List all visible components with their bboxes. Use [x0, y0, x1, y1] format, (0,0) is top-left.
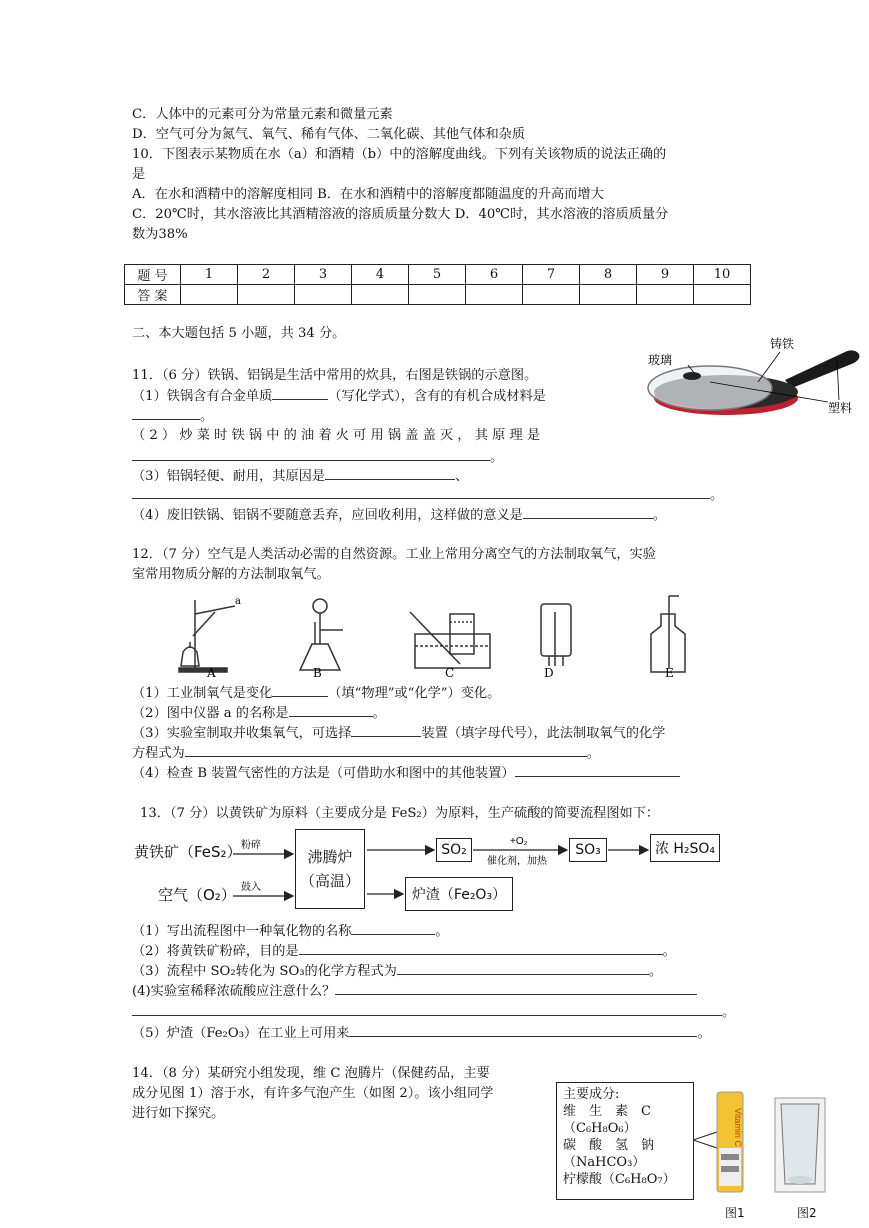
q12-part1-text2: （填“物理”或“化学”）变化。: [328, 686, 501, 701]
boiling-furnace-label: 沸腾炉: [307, 848, 353, 866]
label-apparatus-e: E: [665, 666, 674, 680]
svg-text:Vitamin C: Vitamin C: [733, 1108, 743, 1147]
q12-part3-text: （3）实验室制取并收集氧气，可选择: [132, 726, 352, 741]
answer-blank[interactable]: [132, 1003, 722, 1016]
row-label: 题 号: [125, 265, 181, 285]
q12-part1-text: （1）工业制氧气是变化: [132, 686, 273, 701]
q12-part4-text: （4）检查 B 装置气密性的方法是（可借助水和图中的其他装置）: [132, 766, 515, 781]
conc-sulfuric-acid-box: 浓 H₂SO₄: [650, 834, 720, 862]
callout-pointer: [693, 1132, 717, 1148]
label-plus-o2: +O₂: [510, 836, 528, 847]
q10-options-d-cont: 数为38%: [132, 227, 188, 242]
glass-lid: [648, 366, 772, 410]
callout-title: 主要成分:: [563, 1087, 620, 1102]
q11-part1-text: （1）铁锅含有合金单质: [132, 389, 273, 404]
apparatus-b: [300, 599, 343, 670]
label-catalyst-heat: 催化剂，加热: [487, 856, 547, 867]
table-row: [125, 265, 751, 285]
q10-stem-cont: 是: [132, 167, 146, 182]
answer-blank[interactable]: [397, 962, 649, 975]
answer-blank[interactable]: [272, 684, 328, 697]
answer-blank[interactable]: [185, 744, 587, 757]
flowchart-arrows: [225, 830, 665, 910]
answer-blank[interactable]: [272, 387, 328, 400]
q11-stem: 11．（6 分）铁锅、铝锅是生活中常用的炊具，右图是铁锅的示意图。: [132, 368, 538, 383]
q12-stem-cont: 室常用物质分解的方法制取氧气。: [132, 567, 330, 582]
q13-part4-text: (4)实验室稀释浓硫酸应注意什么？: [132, 984, 336, 999]
table-cell: 9: [637, 265, 694, 285]
q13-part4-cont: [132, 1003, 735, 1021]
q12-part3: [132, 724, 665, 742]
label-crush: 粉碎: [241, 840, 261, 851]
so2-box: SO₂: [436, 838, 472, 862]
q11-part2-cont: [132, 448, 503, 466]
ingredients-callout: [556, 1082, 694, 1200]
lab-apparatus-figure: [165, 592, 705, 680]
label-apparatus-d: D: [544, 666, 554, 680]
table-cell: 6: [466, 265, 523, 285]
q13-part5: [132, 1024, 711, 1042]
q10-stem: 10．下图表示某物质在水（a）和酒精（b）中的溶解度曲线。下列有关该物质的说法正确的: [132, 147, 667, 162]
q11-part1-end: 。: [200, 409, 214, 424]
q10-options-ab: A．在水和酒精中的溶解度相同 B．在水和酒精中的溶解度都随温度的升高而增大: [132, 187, 604, 202]
flow-pyrite: 黄铁矿（FeS₂）: [134, 843, 242, 861]
table-cell: 4: [352, 265, 409, 285]
figure-1-caption: 图1: [725, 1206, 745, 1220]
q13-stem: 13．（7 分）以黄铁矿为原料（主要成分是 FeS₂）为原料，生产硫酸的简要流程图如下：: [140, 806, 660, 821]
answer-cell[interactable]: [466, 285, 523, 305]
q11-part2: （ 2 ） 炒 菜 时 铁 锅 中 的 油 着 火 可 用 锅 盖 盖 灭 ， 其 原 理 是: [132, 428, 541, 443]
q13-part3-text: （3）流程中 SO₂转化为 SO₃的化学方程式为: [132, 964, 397, 979]
q13-part5-text: （5）炉渣（Fe₂O₃）在工业上可用来: [132, 1026, 350, 1041]
pan-handle: [785, 350, 859, 388]
q14-stem-cont: 成分见图 1）溶于水，有许多气泡产生（如图 2）。该小组同学: [132, 1086, 494, 1101]
apparatus-c: [410, 612, 490, 668]
q11-part4-end: 。: [652, 508, 667, 523]
q13-part1: [132, 922, 449, 940]
table-cell: 3: [295, 265, 352, 285]
answer-blank[interactable]: [289, 704, 373, 717]
q12-part1: [132, 684, 500, 702]
q13-part1-end: 。: [435, 924, 449, 939]
q13-part3-end: 。: [648, 964, 663, 979]
callout-line: 柠檬酸（C₆H₈O₇）: [563, 1172, 676, 1187]
q9-option-d: D．空气可分为氮气、氧气、稀有气体、二氧化碳、其他气体和杂质: [132, 127, 526, 142]
q11-part1-cont: [132, 407, 213, 425]
q11-part3-text: （3）铝锅轻便、耐用，其原因是: [132, 469, 326, 484]
q11-part2-end: 。: [490, 450, 504, 465]
q13-part2-text: （2）将黄铁矿粉碎，目的是: [132, 944, 299, 959]
boiling-furnace-temp: （高温）: [299, 872, 360, 890]
answer-blank[interactable]: [132, 407, 200, 420]
q12-part4: [132, 764, 680, 782]
label-cast-iron: 铸铁: [770, 337, 795, 351]
q11-part3: [132, 467, 468, 485]
table-cell: 8: [580, 265, 637, 285]
q14-figures: [693, 1088, 838, 1198]
table-cell: 5: [409, 265, 466, 285]
table-cell: 2: [238, 265, 295, 285]
q13-part1-text: （1）写出流程图中一种氧化物的名称: [132, 924, 352, 939]
table-row: [125, 285, 751, 305]
callout-line: （NaHCO₃）: [563, 1155, 646, 1170]
apparatus-e: [651, 596, 685, 672]
q11-part3-sep: 、: [455, 469, 469, 484]
table-cell: 10: [694, 265, 751, 285]
q12-part2: [132, 704, 386, 722]
answer-cell[interactable]: [580, 285, 637, 305]
q11-part1-text2: （写化学式），含有的有机合成材料是: [328, 389, 546, 404]
row-label: 答 案: [125, 285, 181, 305]
q14-stem-cont2: 进行如下探究。: [132, 1106, 225, 1121]
label-blow: 鼓入: [241, 882, 261, 893]
label-apparatus-a: A: [207, 666, 216, 680]
apparatus-d: [541, 604, 571, 666]
q11-part4: [132, 506, 666, 524]
q13-part4-end: 。: [722, 1005, 736, 1020]
label-a-instrument: a: [235, 596, 241, 607]
q13-part4: [132, 982, 697, 1000]
q12-stem: 12．（7 分）空气是人类活动必需的自然资源。工业上常用分离空气的方法制取氧气，实验: [132, 547, 656, 562]
q11-part3-end: 。: [710, 488, 724, 503]
q9-option-c: C．人体中的元素可分为常量元素和微量元素: [132, 107, 393, 122]
answer-blank[interactable]: [349, 1024, 697, 1037]
answer-blank[interactable]: [515, 764, 680, 777]
callout-line: 维 生 素 C: [563, 1104, 651, 1119]
apparatus-a: [179, 600, 235, 672]
answer-blank[interactable]: [132, 486, 710, 499]
answer-cell[interactable]: [181, 285, 238, 305]
answer-cell[interactable]: [238, 285, 295, 305]
answer-blank[interactable]: [351, 724, 421, 737]
q12-part3-cont: [132, 744, 600, 762]
answer-table: [124, 264, 751, 305]
flow-air: 空气（O₂）: [158, 886, 236, 904]
glass-with-water-image: [775, 1098, 825, 1192]
answer-cell[interactable]: [295, 285, 352, 305]
answer-cell[interactable]: [637, 285, 694, 305]
figure-2-caption: 图2: [797, 1206, 817, 1220]
q11-part1: [132, 387, 546, 405]
answer-blank[interactable]: [335, 982, 697, 995]
label-apparatus-b: B: [313, 666, 322, 680]
label-plastic: 塑料: [828, 401, 853, 415]
callout-line: 碳 酸 氢 钠: [563, 1138, 655, 1153]
q12-part2-text: （2）图中仪器 a 的名称是: [132, 706, 289, 721]
callout-line: （C₆H₈O₆）: [563, 1121, 637, 1136]
answer-cell[interactable]: [352, 285, 409, 305]
answer-blank[interactable]: [351, 922, 435, 935]
so3-box: SO₃: [569, 838, 607, 862]
q13-part5-end: 。: [697, 1026, 711, 1041]
answer-blank[interactable]: [523, 506, 653, 519]
label-apparatus-c: C: [445, 666, 455, 680]
label-glass: 玻璃: [648, 353, 673, 367]
frying-pan-figure: [640, 330, 865, 430]
answer-blank[interactable]: [132, 448, 490, 461]
q11-part4-text: （4）废旧铁锅、铝锅不要随意丢弃，应回收利用，这样做的意义是: [132, 508, 523, 523]
q13-part2: [132, 942, 676, 960]
section-2-heading: 二、本大题包括 5 小题，共 34 分。: [132, 326, 346, 341]
q12-part2-end: 。: [372, 706, 386, 721]
answer-cell[interactable]: [694, 285, 751, 305]
q12-part3-end: 。: [586, 746, 600, 761]
lid-knob: [683, 372, 701, 380]
q12-part3-text2: 装置（填字母代号），此法制取氧气的化学: [421, 726, 666, 741]
table-cell: 7: [523, 265, 580, 285]
q10-options-cd: C．20℃时，其水溶液比其酒精溶液的溶质质量分数大 D．40℃时，其水溶液的溶质质量分: [132, 207, 669, 222]
table-cell: 1: [181, 265, 238, 285]
answer-blank[interactable]: [325, 467, 455, 480]
q12-part3-text3: 方程式为: [132, 746, 185, 761]
q13-part3: [132, 962, 662, 980]
q13-part2-end: 。: [662, 944, 676, 959]
q11-part3-cont: [132, 486, 723, 504]
q14-stem: 14．（8 分）某研究小组发现，维 C 泡腾片（保健药品，主要: [132, 1066, 490, 1081]
answer-cell[interactable]: [523, 285, 580, 305]
answer-cell[interactable]: [409, 285, 466, 305]
slag-box: 炉渣（Fe₂O₃）: [405, 877, 513, 911]
answer-blank[interactable]: [299, 942, 663, 955]
vitamin-c-tube-image: [717, 1092, 743, 1192]
